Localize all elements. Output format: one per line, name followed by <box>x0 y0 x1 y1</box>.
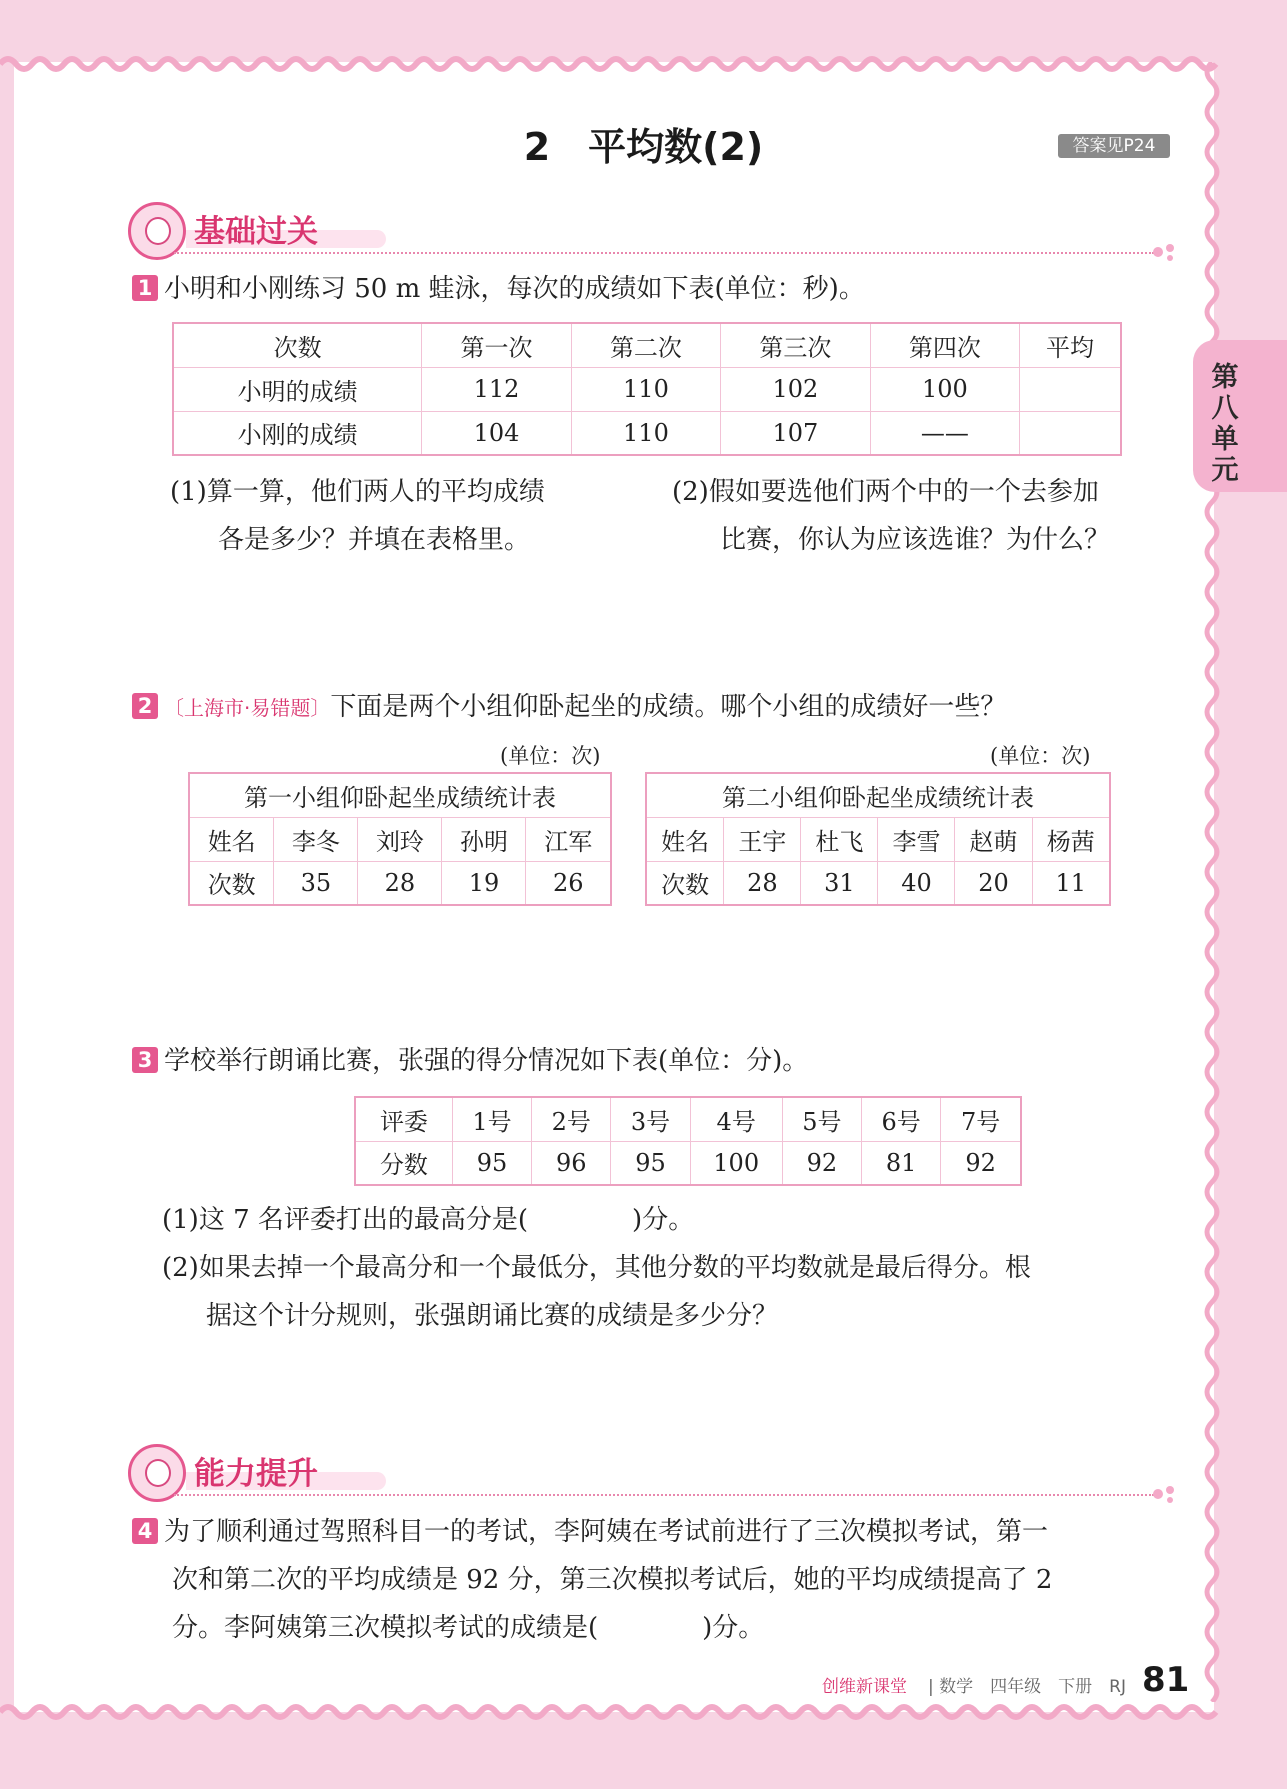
section-header-basic <box>128 202 1178 262</box>
table-cell: —— <box>870 411 1019 455</box>
table-cell: 7号 <box>941 1097 1021 1141</box>
table-cell: 姓名 <box>189 817 274 861</box>
table-cell: 刘玲 <box>358 817 442 861</box>
table-row <box>189 861 611 905</box>
table-cell: 1号 <box>452 1097 531 1141</box>
dots-ornament-icon <box>1150 1482 1180 1506</box>
table-cell: 孙明 <box>442 817 526 861</box>
part-text-line: (2)假如要选他们两个中的一个去参加 <box>672 477 1099 507</box>
table-cell: 19 <box>442 861 526 905</box>
table-cell: 100 <box>690 1141 782 1185</box>
section-title: 基础过关 <box>194 214 318 250</box>
table-cell: 次数 <box>189 861 274 905</box>
bottom-wave-border <box>0 1700 1287 1724</box>
table-cell: 李冬 <box>274 817 358 861</box>
table-row <box>355 1097 1021 1141</box>
question-number-badge: 4 <box>132 1518 158 1544</box>
section-header-advanced <box>128 1444 1178 1504</box>
table-cell: 小明的成绩 <box>173 367 422 411</box>
table-row <box>355 1141 1021 1185</box>
table-cell: 6号 <box>861 1097 940 1141</box>
table-row <box>173 411 1121 455</box>
table-row <box>173 367 1121 411</box>
part-text-line: 各是多少？并填在表格里。 <box>218 525 531 555</box>
question-number-badge: 3 <box>132 1047 158 1073</box>
answer-blank-cell[interactable] <box>1020 411 1121 455</box>
right-wave-border <box>1200 62 1224 1702</box>
table-cell: 李雪 <box>878 817 955 861</box>
table-header-cell: 第四次 <box>870 323 1019 367</box>
answer-blank-cell[interactable] <box>1020 367 1121 411</box>
table-cell: 40 <box>878 861 955 905</box>
section-divider <box>174 1494 1154 1496</box>
table-cell: 31 <box>801 861 878 905</box>
swim-results-table <box>172 322 1122 456</box>
dots-ornament-icon <box>1150 240 1180 264</box>
question-2-text: 下面是两个小组仰卧起坐的成绩。哪个小组的成绩好一些？ <box>330 692 1007 722</box>
footer-brand: 创维新课堂 <box>822 1677 907 1697</box>
table-cell: 110 <box>571 367 720 411</box>
question-1 <box>132 266 865 312</box>
table-cell: 107 <box>721 411 870 455</box>
question-4-line: 为了顺利通过驾照科目一的考试，李阿姨在考试前进行了三次模拟考试，第一 <box>164 1517 1049 1547</box>
table-cell: 110 <box>571 411 720 455</box>
question-1-part-2 <box>672 468 1110 564</box>
table-cell: 分数 <box>355 1141 452 1185</box>
table-cell: 95 <box>611 1141 690 1185</box>
judge-scores-table <box>354 1096 1022 1186</box>
table-cell: 5号 <box>782 1097 861 1141</box>
top-wave-border <box>0 52 1287 76</box>
page-number: 81 <box>1142 1660 1190 1700</box>
table-cell: 11 <box>1032 861 1110 905</box>
part-text-line: (2)如果去掉一个最高分和一个最低分，其他分数的平均数就是最后得分。根 <box>162 1253 1031 1283</box>
question-3-part-1: (1)这 7 名评委打出的最高分是( )分。 <box>162 1205 695 1235</box>
table-cell: 104 <box>422 411 571 455</box>
table-cell: 28 <box>724 861 801 905</box>
table-cell: 100 <box>870 367 1019 411</box>
table-title: 第一小组仰卧起坐成绩统计表 <box>189 773 611 817</box>
question-1-text: 小明和小刚练习 50 m 蛙泳，每次的成绩如下表(单位：秒)。 <box>164 274 865 304</box>
group2-situps-table <box>645 772 1111 906</box>
question-4-line: 次和第二次的平均成绩是 92 分，第三次模拟考试后，她的平均成绩提高了 2 <box>172 1565 1053 1595</box>
table-cell: 28 <box>358 861 442 905</box>
table-cell: 杨茜 <box>1032 817 1110 861</box>
table-row <box>189 817 611 861</box>
table-title: 第二小组仰卧起坐成绩统计表 <box>646 773 1110 817</box>
table-cell: 王宇 <box>724 817 801 861</box>
table-cell: 81 <box>861 1141 940 1185</box>
question-4 <box>132 1508 1052 1652</box>
table-row <box>646 861 1110 905</box>
question-3-part-2 <box>162 1244 1031 1340</box>
table-cell: 96 <box>532 1141 611 1185</box>
question-3 <box>132 1038 808 1084</box>
table-cell: 20 <box>955 861 1032 905</box>
table-cell: 2号 <box>532 1097 611 1141</box>
question-1-part-1 <box>170 468 545 564</box>
table-cell: 赵萌 <box>955 817 1032 861</box>
part-text-line: 据这个计分规则，张强朗诵比赛的成绩是多少分？ <box>206 1301 779 1331</box>
table-cell: 姓名 <box>646 817 724 861</box>
answer-reference-badge: 答案见P24 <box>1058 134 1170 158</box>
part-text-line: (1)算一算，他们两人的平均成绩 <box>170 477 545 507</box>
table-cell: 102 <box>721 367 870 411</box>
table-cell: 112 <box>422 367 571 411</box>
table-cell: 35 <box>274 861 358 905</box>
table-cell: 92 <box>782 1141 861 1185</box>
table-row <box>646 817 1110 861</box>
question-number-badge: 2 <box>132 693 158 719</box>
part-text-line: 比赛，你认为应该选谁？为什么？ <box>720 525 1111 555</box>
table-header-cell: 第一次 <box>422 323 571 367</box>
table-cell: 小刚的成绩 <box>173 411 422 455</box>
footer-book-info: | 数学 四年级 下册 RJ <box>928 1677 1126 1697</box>
table-cell: 26 <box>526 861 611 905</box>
table-cell: 次数 <box>646 861 724 905</box>
unit-side-tab-label: 第八单元 <box>1211 362 1239 486</box>
table-cell: 杜飞 <box>801 817 878 861</box>
table-cell: 3号 <box>611 1097 690 1141</box>
table-cell: 92 <box>941 1141 1021 1185</box>
question-3-text: 学校举行朗诵比赛，张强的得分情况如下表(单位：分)。 <box>164 1046 809 1076</box>
question-2 <box>132 684 1006 731</box>
table-header-cell: 平均 <box>1020 323 1121 367</box>
section-title: 能力提升 <box>194 1456 318 1492</box>
unit-label-right: (单位：次) <box>990 744 1091 768</box>
table-cell: 4号 <box>690 1097 782 1141</box>
table-cell: 95 <box>452 1141 531 1185</box>
group1-situps-table <box>188 772 612 906</box>
source-tag: 〔上海市·易错题〕 <box>164 696 331 720</box>
table-cell: 评委 <box>355 1097 452 1141</box>
page-title: 2 平均数(2) <box>523 125 764 169</box>
table-header-cell: 第二次 <box>571 323 720 367</box>
table-header-cell: 第三次 <box>721 323 870 367</box>
table-cell: 江军 <box>526 817 611 861</box>
question-number-badge: 1 <box>132 275 158 301</box>
unit-label-left: (单位：次) <box>500 744 601 768</box>
table-header-cell: 次数 <box>173 323 422 367</box>
question-4-line: 分。李阿姨第三次模拟考试的成绩是( )分。 <box>172 1613 765 1643</box>
section-divider <box>174 252 1154 254</box>
